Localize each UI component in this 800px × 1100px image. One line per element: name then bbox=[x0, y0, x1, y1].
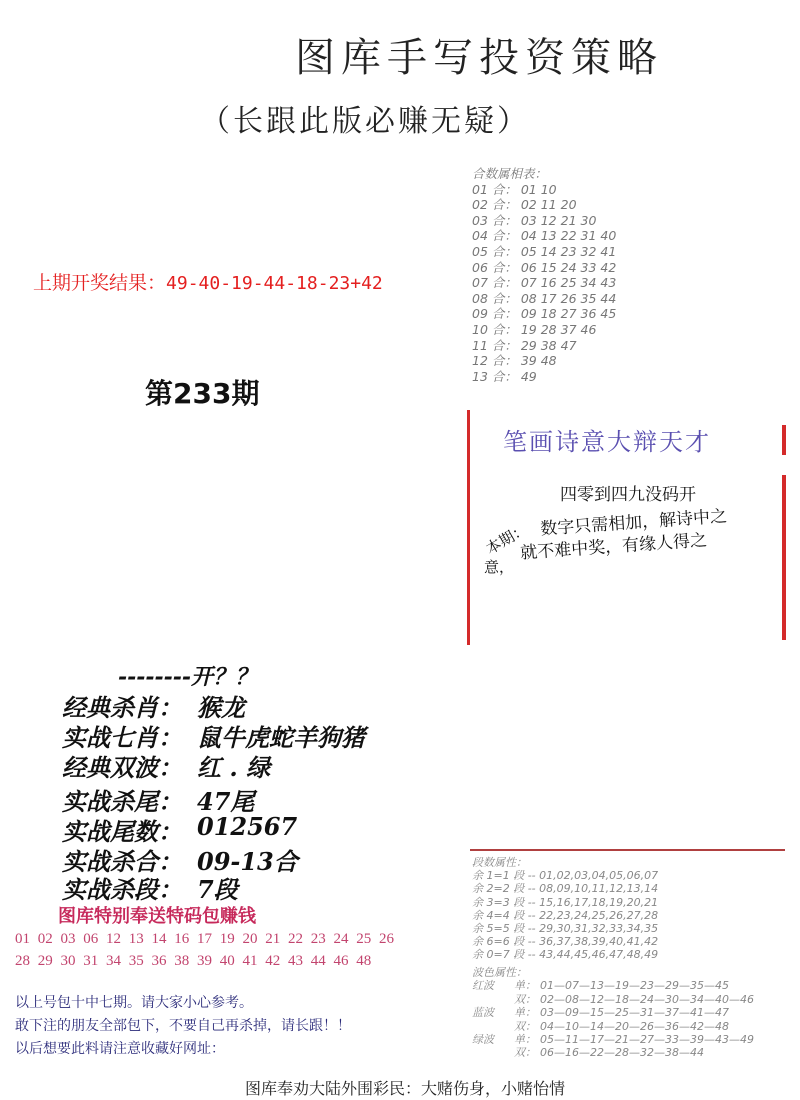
bose-row bbox=[472, 1033, 754, 1046]
pick-value: 09-13合 bbox=[197, 847, 298, 876]
parity-label: 双： bbox=[514, 1019, 536, 1033]
he-row: 11 合： 29 38 47 bbox=[472, 337, 577, 353]
he-row: 10 合： 19 28 37 46 bbox=[472, 321, 597, 337]
gift-title: 图库特别奉送特码包赚钱 bbox=[58, 906, 256, 927]
duan-table-title: 段数属性： bbox=[472, 856, 527, 869]
wave-numbers: 02—08—12—18—24—30—34—40—46 bbox=[540, 992, 754, 1006]
parity-label: 双： bbox=[514, 1046, 536, 1060]
wave-label: 绿波 bbox=[472, 1033, 494, 1047]
poem-title: 笔画诗意大辩天才 bbox=[503, 428, 711, 456]
he-row: 07 合： 07 16 25 34 43 bbox=[472, 275, 617, 291]
pick-label: 实战七肖： bbox=[62, 723, 182, 752]
poem-box-left-border bbox=[467, 410, 470, 645]
divider-line bbox=[470, 849, 785, 851]
pick-label: 实战杀合： bbox=[62, 847, 182, 876]
parity-label: 单： bbox=[514, 1033, 536, 1047]
he-row: 04 合： 04 13 22 31 40 bbox=[472, 228, 617, 244]
poem-line-3: 就不难中奖，有缘人得之 bbox=[519, 530, 708, 564]
note-line-2: 敢下注的朋友全部包下，不要自己再杀掉，请长跟！！ bbox=[15, 1018, 351, 1034]
poem-box-right-mark bbox=[782, 425, 786, 455]
wave-numbers: 04—10—14—20—26—36—42—48 bbox=[540, 1019, 729, 1033]
pick-value: 7段 bbox=[197, 875, 238, 904]
pick-value: 012567 bbox=[197, 812, 298, 841]
gift-numbers-row-1: 01 02 03 06 12 13 14 16 17 19 20 21 22 23 24 25 26 bbox=[15, 931, 394, 947]
wave-numbers: 03—09—15—25—31—37—41—47 bbox=[540, 1006, 729, 1020]
pick-label: 实战尾数： bbox=[62, 817, 182, 846]
pick-label: 经典双波： bbox=[62, 753, 182, 782]
pick-row bbox=[62, 870, 238, 905]
he-row: 06 合： 06 15 24 33 42 bbox=[472, 259, 617, 275]
he-row: 03 合： 03 12 21 30 bbox=[472, 212, 597, 228]
wave-numbers: 05—11—17—21—27—33—39—43—49 bbox=[540, 1033, 754, 1047]
duan-row: 余 6=6 段 -- 36,37,38,39,40,41,42 bbox=[472, 935, 659, 949]
he-row: 09 合： 09 18 27 36 45 bbox=[472, 306, 617, 322]
parity-label: 单： bbox=[514, 979, 536, 993]
footer-text: 图库奉劝大陆外围彩民：大赌伤身，小赌怡情 bbox=[245, 1079, 566, 1098]
parity-label: 双： bbox=[514, 992, 536, 1006]
duan-row: 余 5=5 段 -- 29,30,31,32,33,34,35 bbox=[472, 922, 659, 936]
he-table-title: 合数属相表： bbox=[472, 166, 548, 181]
parity-label: 单： bbox=[514, 1006, 536, 1020]
pick-label: 经典杀肖： bbox=[62, 693, 182, 722]
pick-label: 实战杀尾： bbox=[62, 787, 182, 816]
wave-label: 红波 bbox=[472, 979, 494, 993]
pick-row bbox=[62, 748, 271, 783]
wave-numbers: 06—16—22—28—32—38—44 bbox=[540, 1046, 704, 1060]
poem-box-right-border bbox=[782, 475, 786, 640]
he-row: 08 合： 08 17 26 35 44 bbox=[472, 290, 617, 306]
last-result bbox=[33, 268, 383, 295]
last-result-label: 上期开奖结果： bbox=[33, 272, 167, 294]
bose-row bbox=[472, 1020, 754, 1033]
picks-header: --------开？？ bbox=[118, 664, 258, 690]
gift-numbers-row-2: 28 29 30 31 34 35 36 38 39 40 41 42 43 44 46 48 bbox=[15, 953, 372, 969]
he-row: 01 合： 01 10 bbox=[472, 181, 557, 197]
bose-row bbox=[472, 979, 754, 992]
pick-value: 鼠牛虎蛇羊狗猪 bbox=[197, 723, 365, 752]
pick-value: 47尾 bbox=[197, 787, 255, 816]
wave-label: 蓝波 bbox=[472, 1006, 494, 1020]
poem-suffix: 意， bbox=[484, 558, 515, 576]
bose-table-title: 波色属性： bbox=[472, 966, 527, 979]
pick-value: 猴龙 bbox=[197, 693, 245, 722]
he-table bbox=[472, 166, 616, 384]
he-row: 02 合： 02 11 20 bbox=[472, 197, 577, 213]
bose-table bbox=[472, 966, 754, 1060]
poem-line-2: 数字只需相加，解诗中之 bbox=[539, 506, 728, 540]
bose-row bbox=[472, 1006, 754, 1019]
last-result-numbers: 49-40-19-44-18-23+42 bbox=[166, 273, 383, 294]
duan-row: 余 2=2 段 -- 08,09,10,11,12,13,14 bbox=[472, 882, 659, 896]
note-line-1: 以上号包十中七期。请大家小心参考。 bbox=[15, 995, 253, 1011]
bose-row bbox=[472, 1046, 754, 1059]
wave-numbers: 01—07—13—19—23—29—35—45 bbox=[540, 979, 729, 993]
poem-line-1: 四零到四九没码开 bbox=[560, 485, 696, 505]
duan-row: 余 3=3 段 -- 15,16,17,18,19,20,21 bbox=[472, 895, 659, 909]
page-title: 图库手写投资策略 bbox=[295, 35, 663, 81]
duan-row: 余 4=4 段 -- 22,23,24,25,26,27,28 bbox=[472, 908, 659, 922]
note-line-3: 以后想要此料请注意收藏好网址： bbox=[15, 1041, 225, 1057]
poem-prefix: 本期： bbox=[482, 519, 531, 558]
pick-label: 实战杀段： bbox=[62, 875, 182, 904]
he-row: 12 合： 39 48 bbox=[472, 353, 557, 369]
duan-table bbox=[472, 856, 658, 962]
pick-value: 红 . 绿 bbox=[197, 753, 271, 782]
duan-row: 余 0=7 段 -- 43,44,45,46,47,48,49 bbox=[472, 948, 659, 962]
he-row: 13 合： 49 bbox=[472, 368, 537, 384]
issue-number: 第233期 bbox=[145, 377, 260, 410]
he-row: 05 合： 05 14 23 32 41 bbox=[472, 243, 617, 259]
duan-row: 余 1=1 段 -- 01,02,03,04,05,06,07 bbox=[472, 869, 659, 883]
bose-row bbox=[472, 993, 754, 1006]
page-subtitle: （长跟此版必赚无疑） bbox=[200, 104, 530, 139]
